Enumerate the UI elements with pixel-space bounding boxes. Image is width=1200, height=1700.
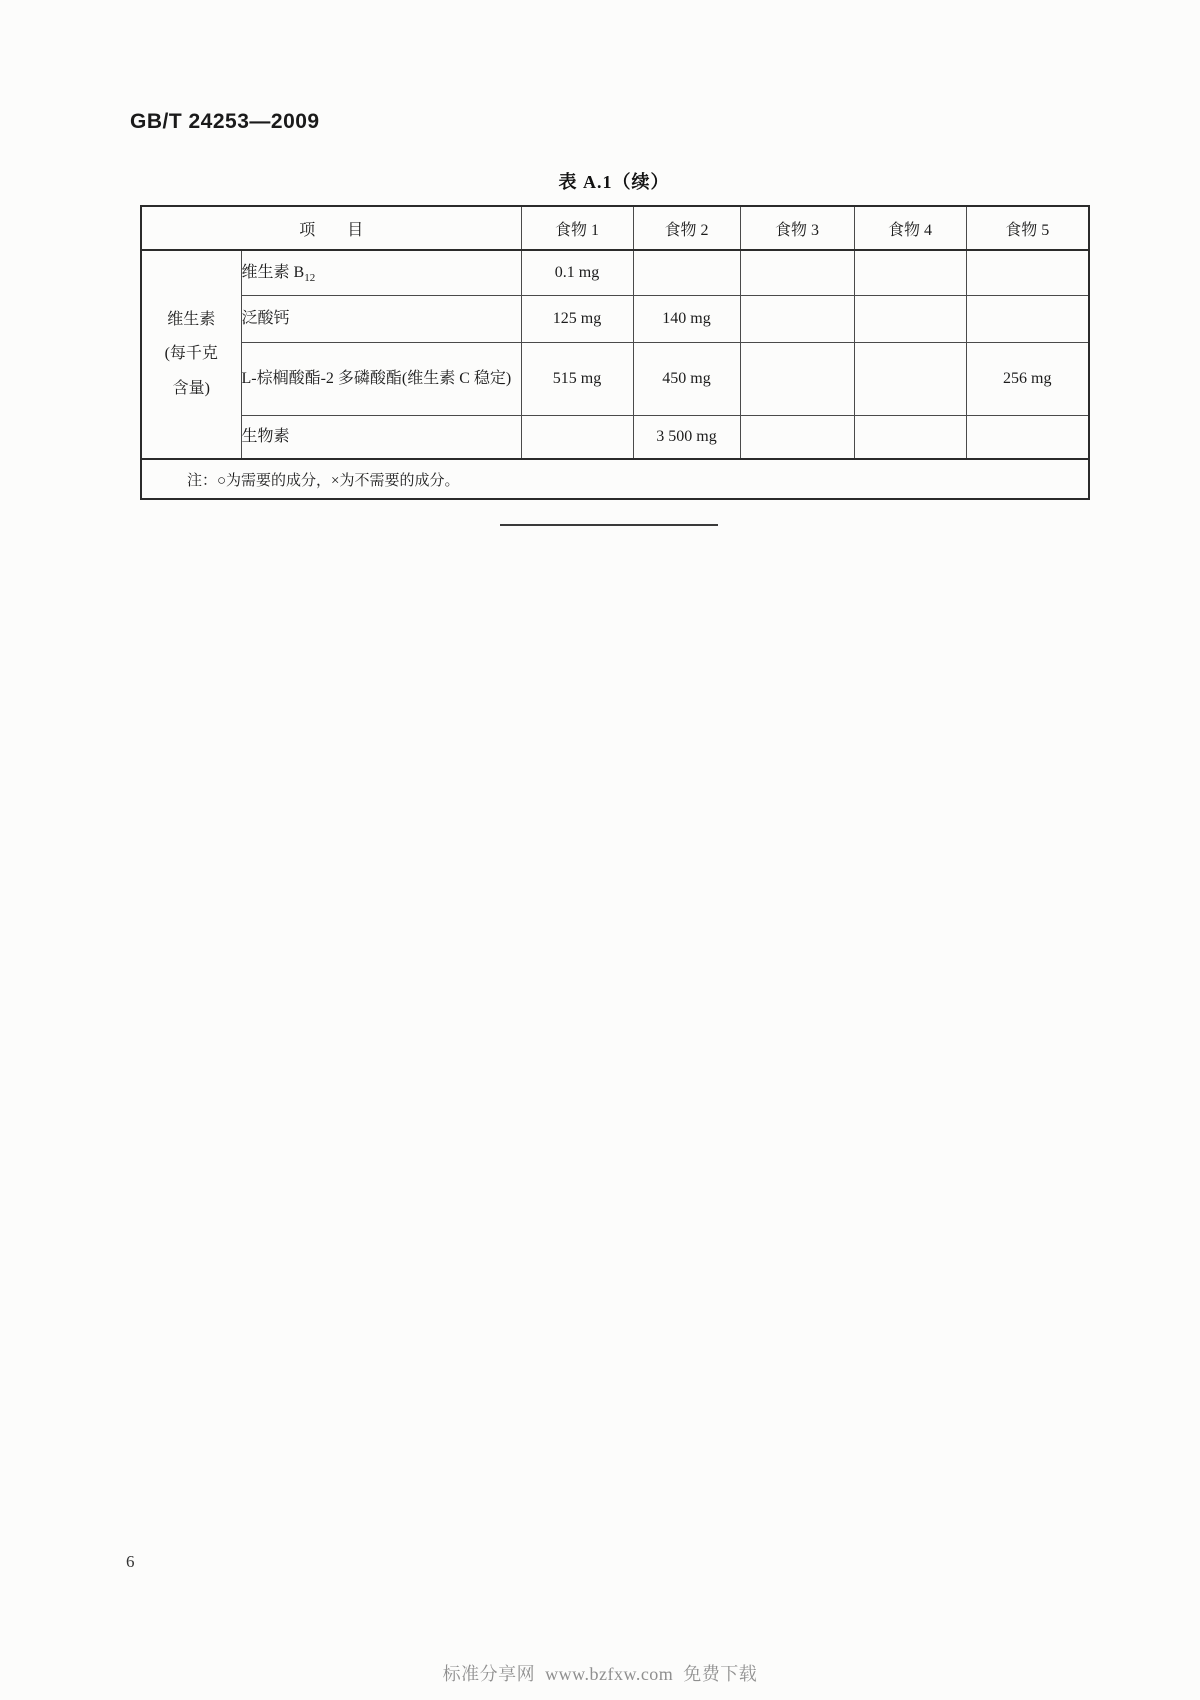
- header-food-3: 食物 3: [740, 206, 854, 250]
- cell-r1-food1: 0.1 mg: [521, 250, 633, 296]
- group-line-3: 含量): [172, 379, 210, 397]
- cell-r3-food2: 450 mg: [633, 343, 740, 416]
- cell-r1-food2: [633, 250, 740, 296]
- table-row-vitamin-b12: [141, 250, 1089, 296]
- header-food-2: 食物 2: [633, 206, 740, 250]
- cell-r2-food4: [854, 296, 966, 343]
- cell-r3-food1: 515 mg: [521, 343, 633, 416]
- group-line-2: (每千克: [164, 345, 218, 363]
- header-food-5: 食物 5: [966, 206, 1089, 250]
- cell-r2-food2: 140 mg: [633, 296, 740, 343]
- cell-r1-food4: [854, 250, 966, 296]
- cell-r3-food3: [740, 343, 854, 416]
- cell-r3-food4: [854, 343, 966, 416]
- table-row-biotin: [141, 416, 1089, 460]
- table-a1: [140, 205, 1090, 500]
- table-note: 注：○为需要的成分，×为不需要的成分。: [141, 459, 1089, 499]
- cell-r4-food1: [521, 416, 633, 460]
- end-of-text-separator: [500, 524, 718, 526]
- cell-r4-food2: 3 500 mg: [633, 416, 740, 460]
- item-biotin: 生物素: [241, 416, 521, 460]
- item-l-ascorbyl-phosphate: L-棕榈酸酯-2 多磷酸酯(维生素 C 稳定): [241, 343, 521, 416]
- header-food-1: 食物 1: [521, 206, 633, 250]
- table-note-row: [141, 459, 1089, 499]
- cell-r2-food3: [740, 296, 854, 343]
- item-calcium-pantothenate: 泛酸钙: [241, 296, 521, 343]
- doc-number: GB/T 24253—2009: [130, 110, 320, 133]
- cell-r3-food5: 256 mg: [966, 343, 1089, 416]
- cell-r2-food1: 125 mg: [521, 296, 633, 343]
- group-line-1: 维生素: [167, 310, 216, 328]
- header-food-4: 食物 4: [854, 206, 966, 250]
- item-vitamin-b12-subscript: 12: [304, 271, 316, 284]
- watermark-footer: 标准分享网 www.bzfxw.com 免费下载: [442, 1664, 758, 1684]
- cell-r4-food5: [966, 416, 1089, 460]
- table-title: 表 A.1（续）: [558, 172, 670, 192]
- page-number: 6: [126, 1552, 135, 1571]
- cell-r4-food3: [740, 416, 854, 460]
- cell-r1-food3: [740, 250, 854, 296]
- table-row-l-ascorbyl-phosphate: [141, 343, 1089, 416]
- item-vitamin-b12-text: 维生素 B: [241, 263, 305, 281]
- cell-r2-food5: [966, 296, 1089, 343]
- table-row-calcium-pantothenate: [141, 296, 1089, 343]
- row-group-vitamins: [141, 250, 241, 459]
- header-item-cell: 项 目: [141, 206, 521, 250]
- item-vitamin-b12: [241, 250, 521, 296]
- cell-r4-food4: [854, 416, 966, 460]
- table-header-row: [141, 206, 1089, 250]
- table-block: [140, 168, 1088, 500]
- cell-r1-food5: [966, 250, 1089, 296]
